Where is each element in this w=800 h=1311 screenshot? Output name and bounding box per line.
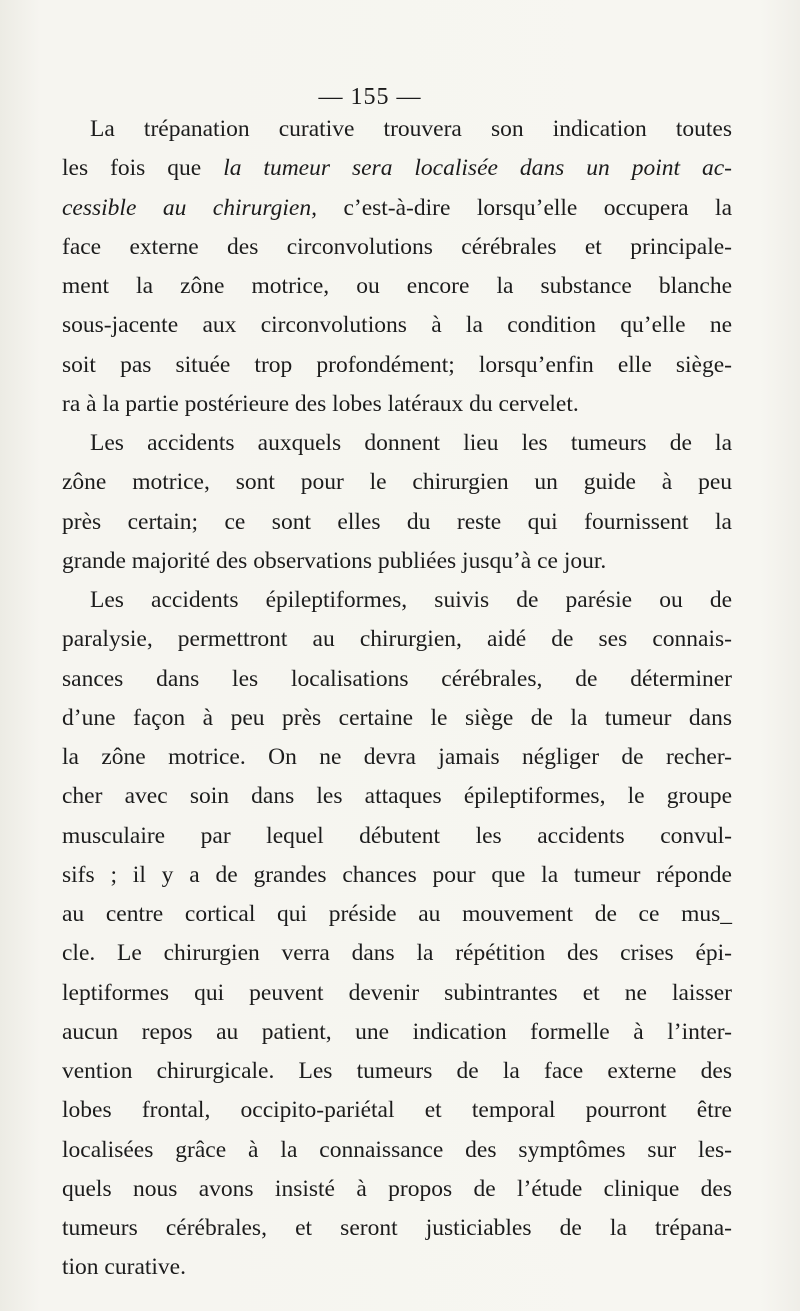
text-line <box>62 503 732 542</box>
text-line <box>62 542 732 581</box>
text-run: tion curative. <box>62 1254 186 1281</box>
text-line <box>62 660 732 699</box>
text-run: paralysie, permettront au chirurgien, aidé de ses connais- <box>62 626 732 653</box>
text-run: leptiformes qui peuvent devenir subintrantes et ne laisser <box>62 979 732 1006</box>
text-run: musculaire par lequel débutent les accidents convul- <box>62 822 732 849</box>
text-run: tumeurs cérébrales, et seront justiciables de la trépana- <box>62 1215 732 1241</box>
text-line <box>62 1131 732 1170</box>
text-line <box>62 738 732 777</box>
text-run: près certain; ce sont elles du reste qui fournissent la <box>62 508 732 535</box>
text-run: quels nous avons insisté à propos de l’étude clinique des <box>62 1175 732 1202</box>
text-line <box>62 346 732 385</box>
text-run: cher avec soin dans les attaques épileptiformes, le groupe <box>62 783 732 810</box>
text-line <box>62 1091 732 1130</box>
text-line <box>62 1209 732 1248</box>
text-line <box>62 149 732 188</box>
text-line <box>62 620 732 659</box>
text-line <box>62 463 732 502</box>
text-line <box>62 1248 732 1287</box>
text-run: zône motrice, sont pour le chirurgien un guide à peu <box>62 469 732 496</box>
text-run: sances dans les localisations cérébrales, de déterminer <box>62 665 732 692</box>
text-run: Les accidents épileptiformes, suivis de parésie ou de <box>90 587 732 613</box>
text-run: grande majorité des observations publiées jusqu’à ce jour. <box>62 547 607 574</box>
body-text <box>62 110 732 1288</box>
text-run: face externe des circonvolutions cérébrales et principale- <box>62 233 732 260</box>
paragraph <box>62 581 732 1288</box>
text-run: La trépanation curative trouvera son indication toutes <box>90 116 732 142</box>
paragraph <box>62 110 732 424</box>
text-run: ment la zône motrice, ou encore la substance blanche <box>62 273 732 299</box>
text-line <box>62 267 732 306</box>
text-run: c’est-à-dire lorsqu’elle occupera la <box>317 194 733 221</box>
text-line <box>62 385 732 424</box>
text-line <box>62 306 732 345</box>
text-line <box>62 1013 732 1052</box>
text-run: vention chirurgicale. Les tumeurs de la face externe des <box>62 1058 732 1084</box>
text-line <box>62 856 732 895</box>
text-run: cle. Le chirurgien verra dans la répétition des crises épi- <box>62 940 732 967</box>
text-line <box>62 1170 732 1209</box>
text-line <box>62 934 732 973</box>
text-line <box>62 1052 732 1091</box>
text-line <box>62 189 732 228</box>
text-line <box>62 424 732 463</box>
text-line <box>62 974 732 1013</box>
text-line <box>62 228 732 267</box>
text-run: soit pas située trop profondément; lorsqu’enfin elle siège- <box>62 351 732 378</box>
text-run: sifs ; il y a de grandes chances pour que la tumeur réponde <box>62 861 732 888</box>
page-number: — 155 — <box>318 84 422 110</box>
text-line <box>62 581 732 620</box>
text-line <box>62 777 732 816</box>
text-run: sous-jacente aux circonvolutions à la condition qu’elle ne <box>62 312 732 339</box>
text-line <box>62 110 732 149</box>
text-line <box>62 699 732 738</box>
text-run: d’une façon à peu près certaine le siège de la tumeur dans <box>62 704 732 731</box>
text-line <box>62 895 732 934</box>
italic-text-run: cessible au chirurgien, <box>62 194 317 221</box>
text-run: la zône motrice. On ne devra jamais négliger de recher- <box>62 744 732 770</box>
text-run: Les accidents auxquels donnent lieu les tumeurs de la <box>90 430 732 456</box>
text-run: lobes frontal, occipito-pariétal et temporal pourront être <box>62 1097 732 1124</box>
text-run: localisées grâce à la connaissance des symptômes sur les- <box>62 1136 732 1163</box>
italic-text-run: la tumeur sera localisée dans un point ac- <box>223 155 732 182</box>
text-run: les fois que <box>62 155 224 182</box>
text-run: au centre cortical qui préside au mouvement de ce mus_ <box>62 901 732 927</box>
text-line <box>62 817 732 856</box>
text-run: ra à la partie postérieure des lobes latéraux du cervelet. <box>62 390 579 417</box>
paragraph <box>62 424 732 581</box>
text-run: aucun repos au patient, une indication formelle à l’inter- <box>62 1018 732 1045</box>
